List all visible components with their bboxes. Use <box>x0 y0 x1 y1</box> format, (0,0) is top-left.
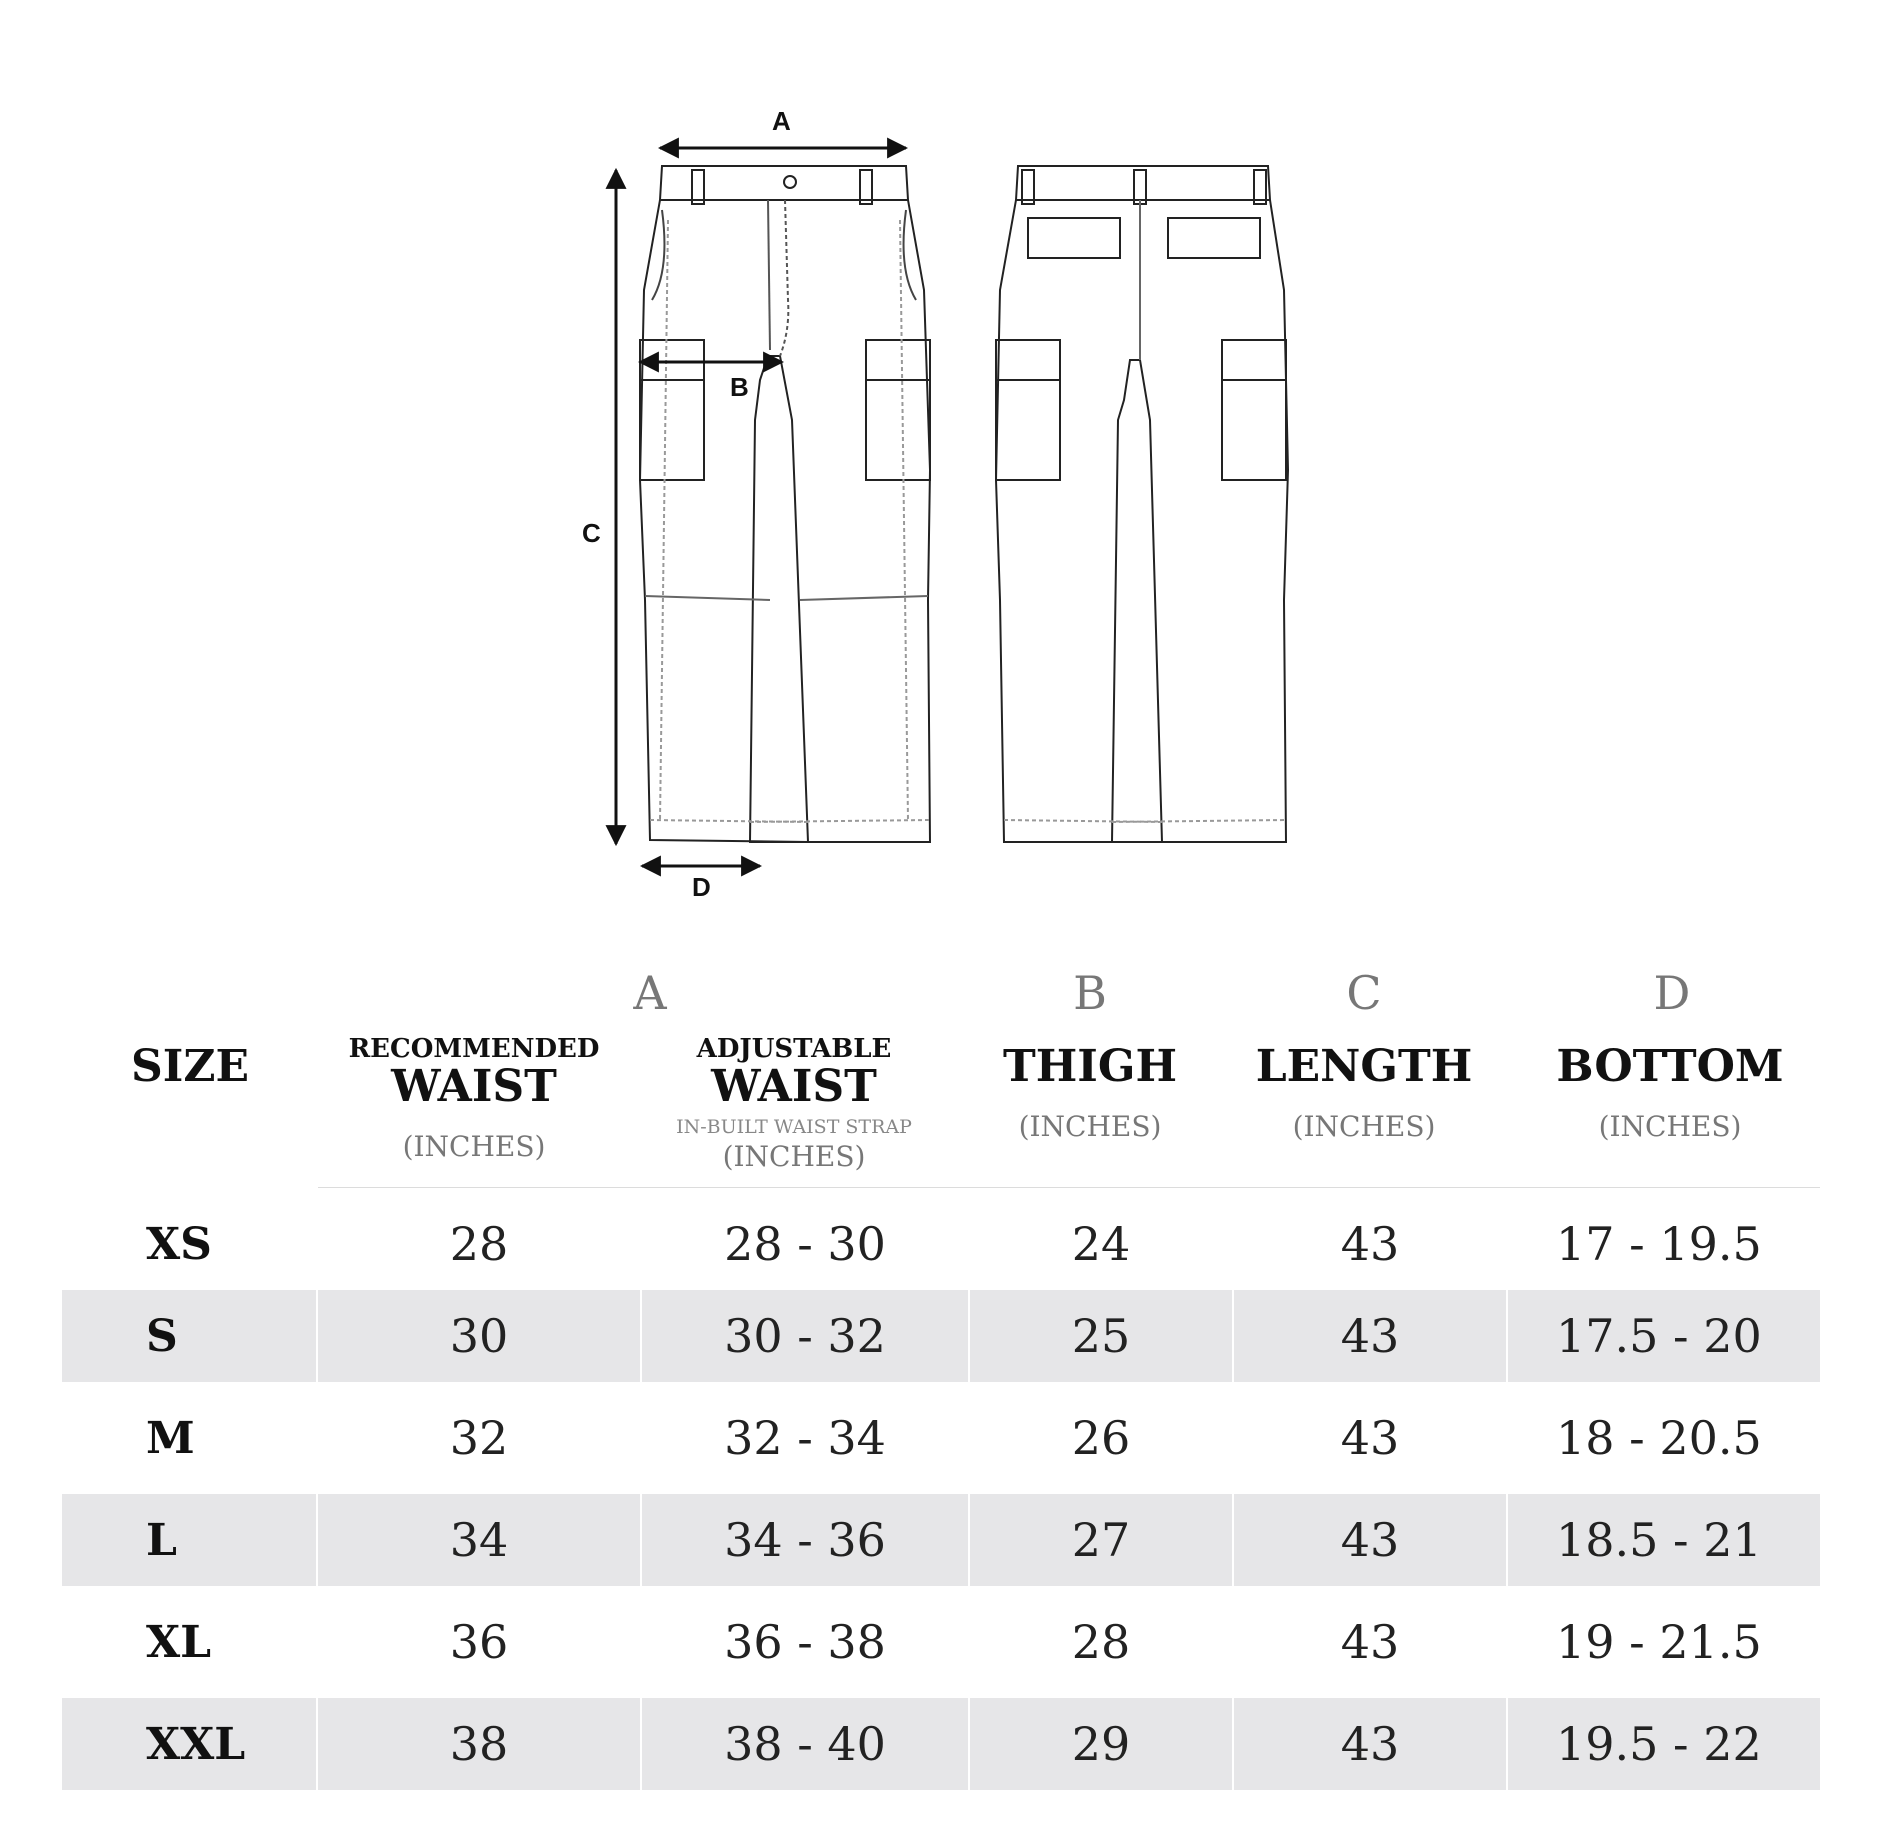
header-length: LENGTH (INCHES) <box>1255 1041 1473 1143</box>
label-b: B <box>730 372 749 402</box>
cell-thigh: 25 <box>970 1290 1232 1382</box>
cell-waist: 38 <box>318 1698 640 1790</box>
header-bottom: BOTTOM (INCHES) <box>1556 1041 1784 1143</box>
front-view-pants <box>640 166 930 842</box>
cell-bottom: 17 - 19.5 <box>1556 1217 1762 1271</box>
header-recommended-waist: RECOMMENDED WAIST (INCHES) <box>348 1034 600 1163</box>
cell-thigh: 28 <box>1071 1615 1131 1669</box>
table-row <box>62 1392 1820 1484</box>
cell-waist: 32 <box>449 1411 509 1465</box>
table-row <box>62 1698 1820 1790</box>
column-letter-b: B <box>1073 966 1107 1020</box>
header-thigh: THIGH (INCHES) <box>1002 1041 1178 1143</box>
cell-thigh: 27 <box>970 1494 1232 1586</box>
cell-adjustable: 36 - 38 <box>724 1615 886 1669</box>
cell-size: XXL <box>62 1698 316 1790</box>
header-divider <box>318 1187 1820 1188</box>
header-size: SIZE <box>130 1041 249 1092</box>
cell-size: S <box>62 1290 316 1382</box>
cell-length: 43 <box>1234 1698 1506 1790</box>
dimension-arrows <box>616 148 906 866</box>
cell-size: L <box>62 1494 316 1586</box>
cell-adjustable: 28 - 30 <box>724 1217 886 1271</box>
column-letter-a: A <box>633 966 667 1020</box>
cell-bottom: 17.5 - 20 <box>1508 1290 1820 1382</box>
cell-bottom: 19 - 21.5 <box>1556 1615 1762 1669</box>
label-a: A <box>772 106 791 136</box>
label-c: C <box>582 518 601 548</box>
column-letter-c: C <box>1346 966 1382 1020</box>
cell-waist: 36 <box>449 1615 509 1669</box>
table-row <box>62 1198 1820 1290</box>
cell-size: XL <box>146 1616 212 1668</box>
header-adjustable-waist: ADJUSTABLE WAIST IN-BUILT WAIST STRAP (INCHES) <box>676 1034 912 1173</box>
column-letter-d: D <box>1653 966 1691 1020</box>
cell-size: XS <box>146 1218 212 1270</box>
cell-thigh: 24 <box>1071 1217 1131 1271</box>
cell-adjustable: 34 - 36 <box>642 1494 968 1586</box>
cell-bottom: 18 - 20.5 <box>1556 1411 1762 1465</box>
cell-bottom: 18.5 - 21 <box>1508 1494 1820 1586</box>
cell-adjustable: 32 - 34 <box>724 1411 886 1465</box>
cell-thigh: 26 <box>1071 1411 1131 1465</box>
cell-bottom: 19.5 - 22 <box>1508 1698 1820 1790</box>
cell-adjustable: 38 - 40 <box>642 1698 968 1790</box>
cell-waist: 30 <box>318 1290 640 1382</box>
cell-waist: 34 <box>318 1494 640 1586</box>
label-d: D <box>692 872 711 902</box>
cell-size: M <box>146 1412 195 1464</box>
table-row <box>62 1494 1820 1586</box>
cell-length: 43 <box>1234 1494 1506 1586</box>
cell-length: 43 <box>1340 1217 1400 1271</box>
cell-length: 43 <box>1340 1615 1400 1669</box>
back-view-pants <box>996 166 1288 842</box>
cell-thigh: 29 <box>970 1698 1232 1790</box>
table-row <box>62 1596 1820 1688</box>
cell-length: 43 <box>1340 1411 1400 1465</box>
cell-adjustable: 30 - 32 <box>642 1290 968 1382</box>
cell-length: 43 <box>1234 1290 1506 1382</box>
cell-waist: 28 <box>449 1217 509 1271</box>
table-row <box>62 1290 1820 1382</box>
